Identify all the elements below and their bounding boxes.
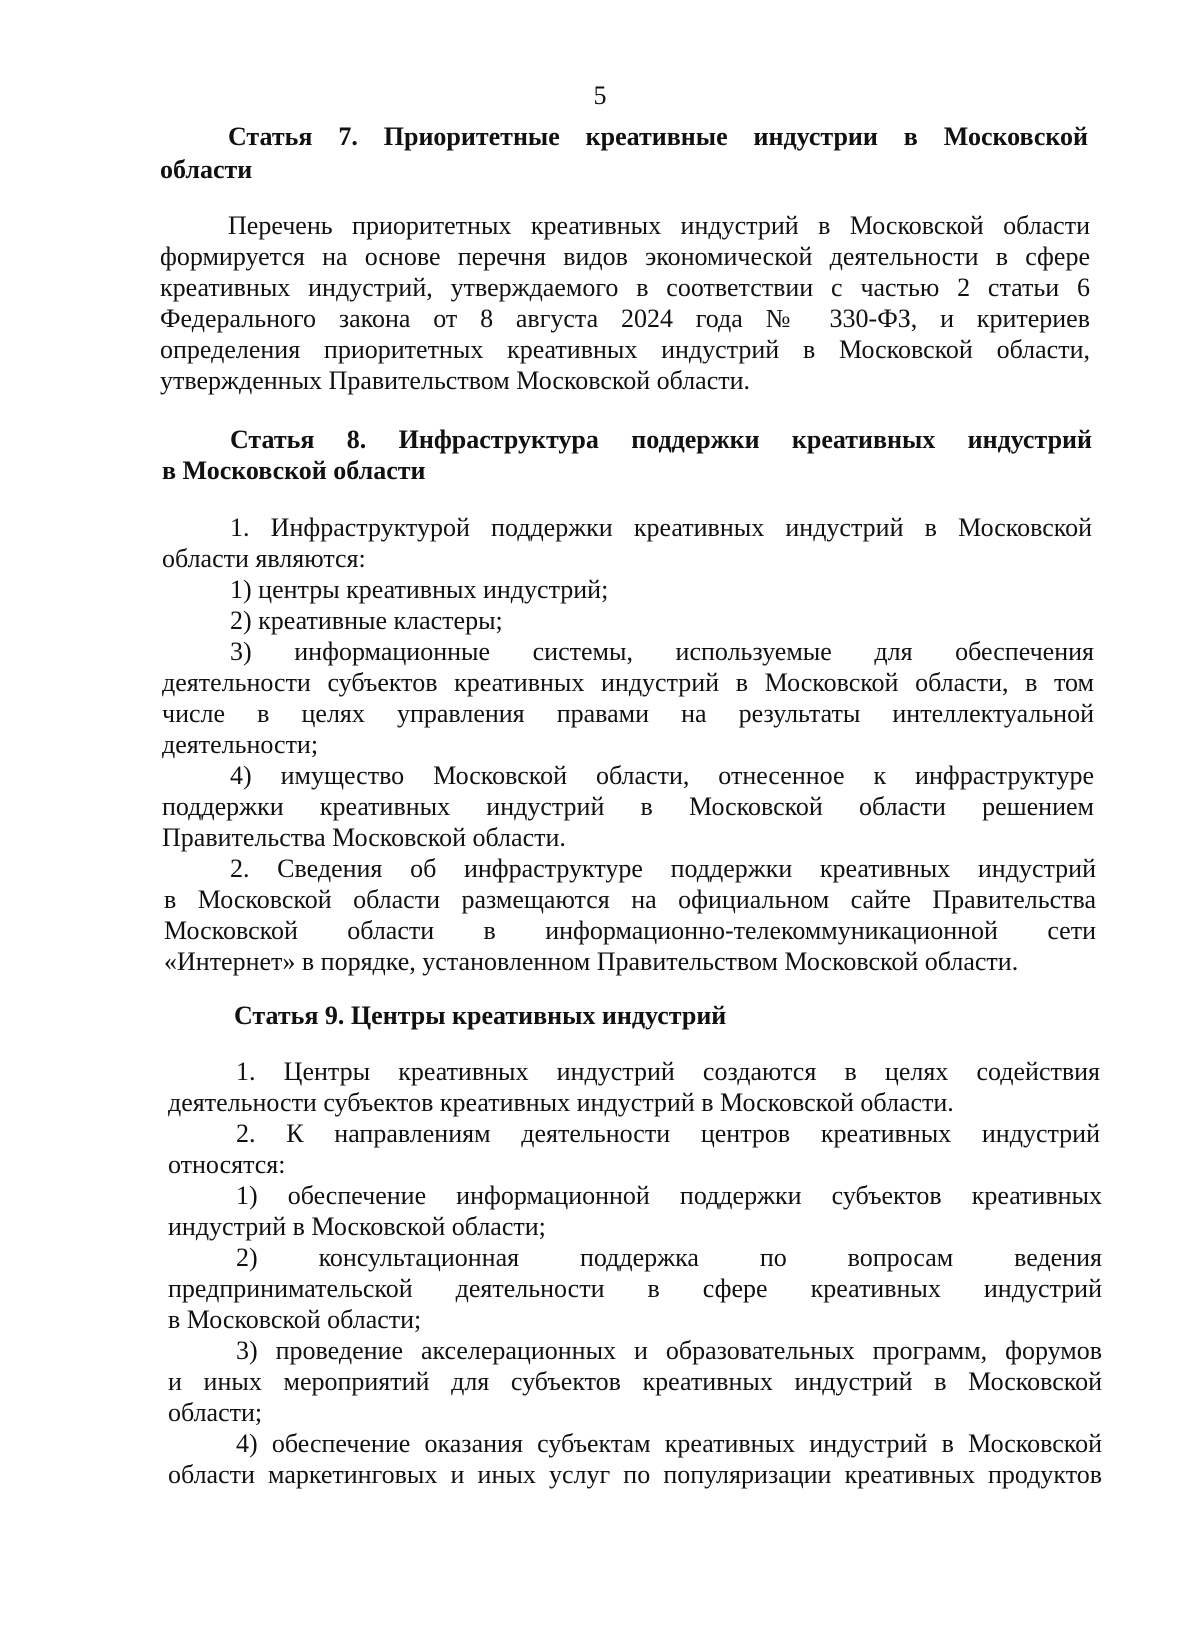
article-9-line: деятельности субъектов креативных индустрий в Московской области. — [168, 1088, 954, 1117]
article-8-line: 4) имущество Московской области, отнесенное к инфраструктуре — [230, 761, 1094, 790]
article-8-heading-line-2: в Московской области — [162, 456, 426, 485]
article-7-para-line: Перечень приоритетных креативных индустрий в Московской области — [228, 211, 1090, 240]
article-8-line: 3) информационные системы, используемые для обеспечения — [230, 637, 1094, 666]
article-7-heading-line-2: области — [160, 155, 253, 184]
article-9-line: 2) консультационная поддержка по вопросам ведения — [236, 1243, 1102, 1272]
article-9-line: 1. Центры креативных индустрий создаются в целях содействия — [236, 1057, 1100, 1086]
article-8-line: поддержки креативных индустрий в Московской области решением — [162, 792, 1094, 821]
article-8-line: деятельности субъектов креативных индустрий в Московской области, в том — [162, 668, 1094, 697]
article-8-line: «Интернет» в порядке, установленном Правительством Московской области. — [164, 947, 1019, 976]
article-9-line: области; — [168, 1398, 263, 1427]
article-9-line: области маркетинговых и иных услуг по популяризации креативных продуктов — [168, 1460, 1102, 1489]
article-9-line: индустрий в Московской области; — [168, 1212, 546, 1241]
page-number: 5 — [593, 81, 607, 110]
article-8-line: деятельности; — [162, 730, 319, 759]
article-8-line: Правительства Московской области. — [162, 823, 566, 852]
article-9-line: и иных мероприятий для субъектов креативных индустрий в Московской — [168, 1367, 1102, 1396]
article-7-para-line: Федерального закона от 8 августа 2024 года № 330-ФЗ, и критериев — [160, 304, 1090, 333]
article-8-line: 1. Инфраструктурой поддержки креативных индустрий в Московской — [230, 513, 1092, 542]
article-8-line: 1) центры креативных индустрий; — [230, 575, 609, 604]
article-9-line: в Московской области; — [168, 1305, 422, 1334]
article-7-para-line: формируется на основе перечня видов экономической деятельности в сфере — [160, 242, 1090, 271]
article-7-para-line: креативных индустрий, утверждаемого в соответствии с частью 2 статьи 6 — [160, 273, 1090, 302]
article-8-line: числе в целях управления правами на результаты интеллектуальной — [162, 699, 1094, 728]
article-9-line: 4) обеспечение оказания субъектам креативных индустрий в Московской — [236, 1429, 1102, 1458]
article-8-line: области являются: — [162, 544, 366, 573]
article-7-para-line: утвержденных Правительством Московской области. — [160, 366, 751, 395]
article-8-line: 2) креативные кластеры; — [230, 606, 503, 635]
article-9-line: 1) обеспечение информационной поддержки субъектов креативных — [236, 1181, 1102, 1210]
article-9-line: относятся: — [168, 1150, 286, 1179]
article-7-heading-line-1: Статья 7. Приоритетные креативные индустрии в Московской — [228, 122, 1088, 151]
article-9-line: 2. К направлениям деятельности центров креативных индустрий — [236, 1119, 1100, 1148]
article-8-line: Московской области в информационно-телекоммуникационной сети — [164, 916, 1096, 945]
article-9-heading: Статья 9. Центры креативных индустрий — [234, 1001, 727, 1030]
article-7-para-line: определения приоритетных креативных индустрий в Московской области, — [160, 335, 1090, 364]
article-9-line: 3) проведение акселерационных и образовательных программ, форумов — [236, 1336, 1102, 1365]
article-8-heading-line-1: Статья 8. Инфраструктура поддержки креативных индустрий — [230, 425, 1092, 454]
article-9-line: предпринимательской деятельности в сфере креативных индустрий — [168, 1274, 1102, 1303]
article-8-line: 2. Сведения об инфраструктуре поддержки креативных индустрий — [230, 854, 1096, 883]
article-8-line: в Московской области размещаются на официальном сайте Правительства — [164, 885, 1096, 914]
